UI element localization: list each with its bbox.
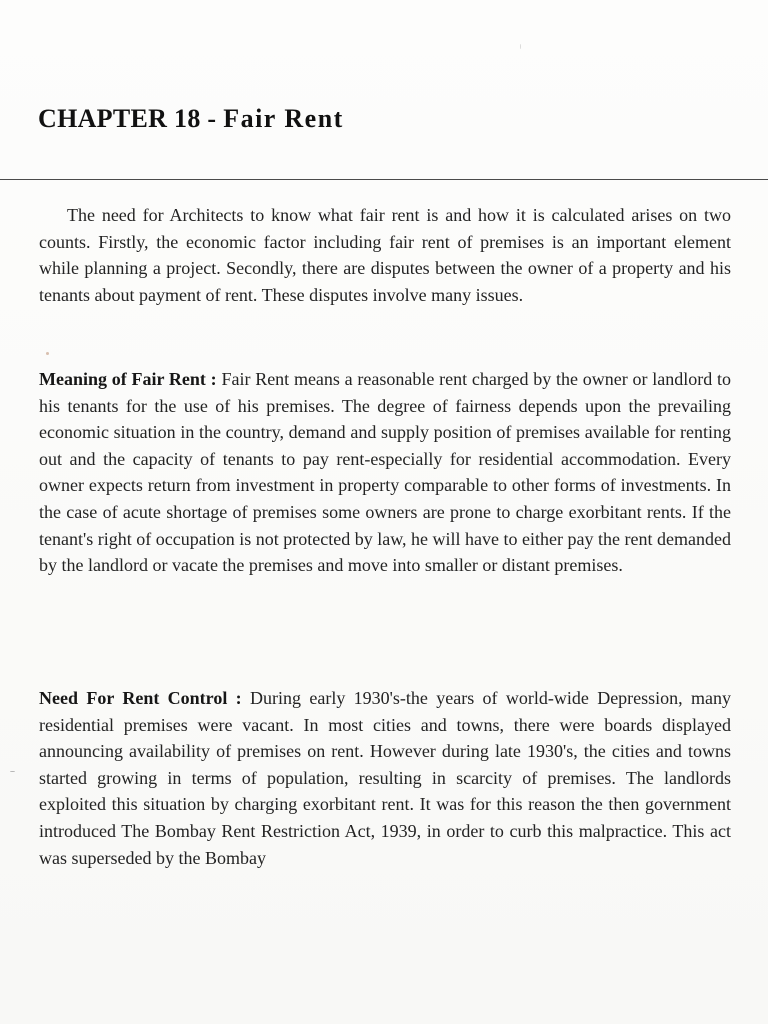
- rent-control-body: During early 1930's-the years of world-wide Depression, many residential premises were vacant. In most cities and towns, there were boards displayed announcing availability of premises on rent. However during late 1930's, the cities and towns started growing in terms of population, resulting in scarcity of premises. The landlords exploited this situation by charging exorbitant rent. It was for this reason the then government introduced The Bombay Rent Restriction Act, 1939, in order to curb this malpractice. This act was superseded by the Bombay: [39, 688, 732, 868]
- intro-paragraph: The need for Architects to know what fair rent is and how it is calculated arises on two counts. Firstly, the economic factor including fair rent of premises is an important element while planning a project. Secondly, there are disputes between the owner of a property and his tenants about payment of rent. These disputes involve many issues.: [39, 205, 731, 305]
- page-speck: [46, 352, 49, 355]
- title-divider: [0, 179, 768, 180]
- meaning-body: Fair Rent means a reasonable rent charged by the owner or landlord to his tenants for the use of his premises. The degree of fairness depends upon the prevailing economic situation in the country, demand and supply position of premises available for renting out and the capacity of tenants to pay rent-especially for residential accommodation. Every owner expects return from investment in property comparable to other forms of investments. In the case of acute shortage of premises some owners are prone to charge exorbitant rents. If the tenant's right of occupation is not protected by law, he will have to either pay the rent demanded by the landlord or vacate the premises and move into smaller or distant premises.: [39, 369, 731, 576]
- chapter-number: CHAPTER 18 -: [38, 104, 217, 133]
- rent-control-heading: Need For Rent Control :: [39, 688, 242, 708]
- page-speck: [10, 771, 15, 772]
- meaning-paragraph: [39, 366, 731, 579]
- chapter-name: Fair Rent: [223, 104, 344, 133]
- meaning-heading: Meaning of Fair Rent :: [39, 369, 217, 389]
- page-speck: [520, 44, 521, 49]
- chapter-title: [38, 104, 344, 134]
- rent-control-paragraph: [39, 685, 731, 871]
